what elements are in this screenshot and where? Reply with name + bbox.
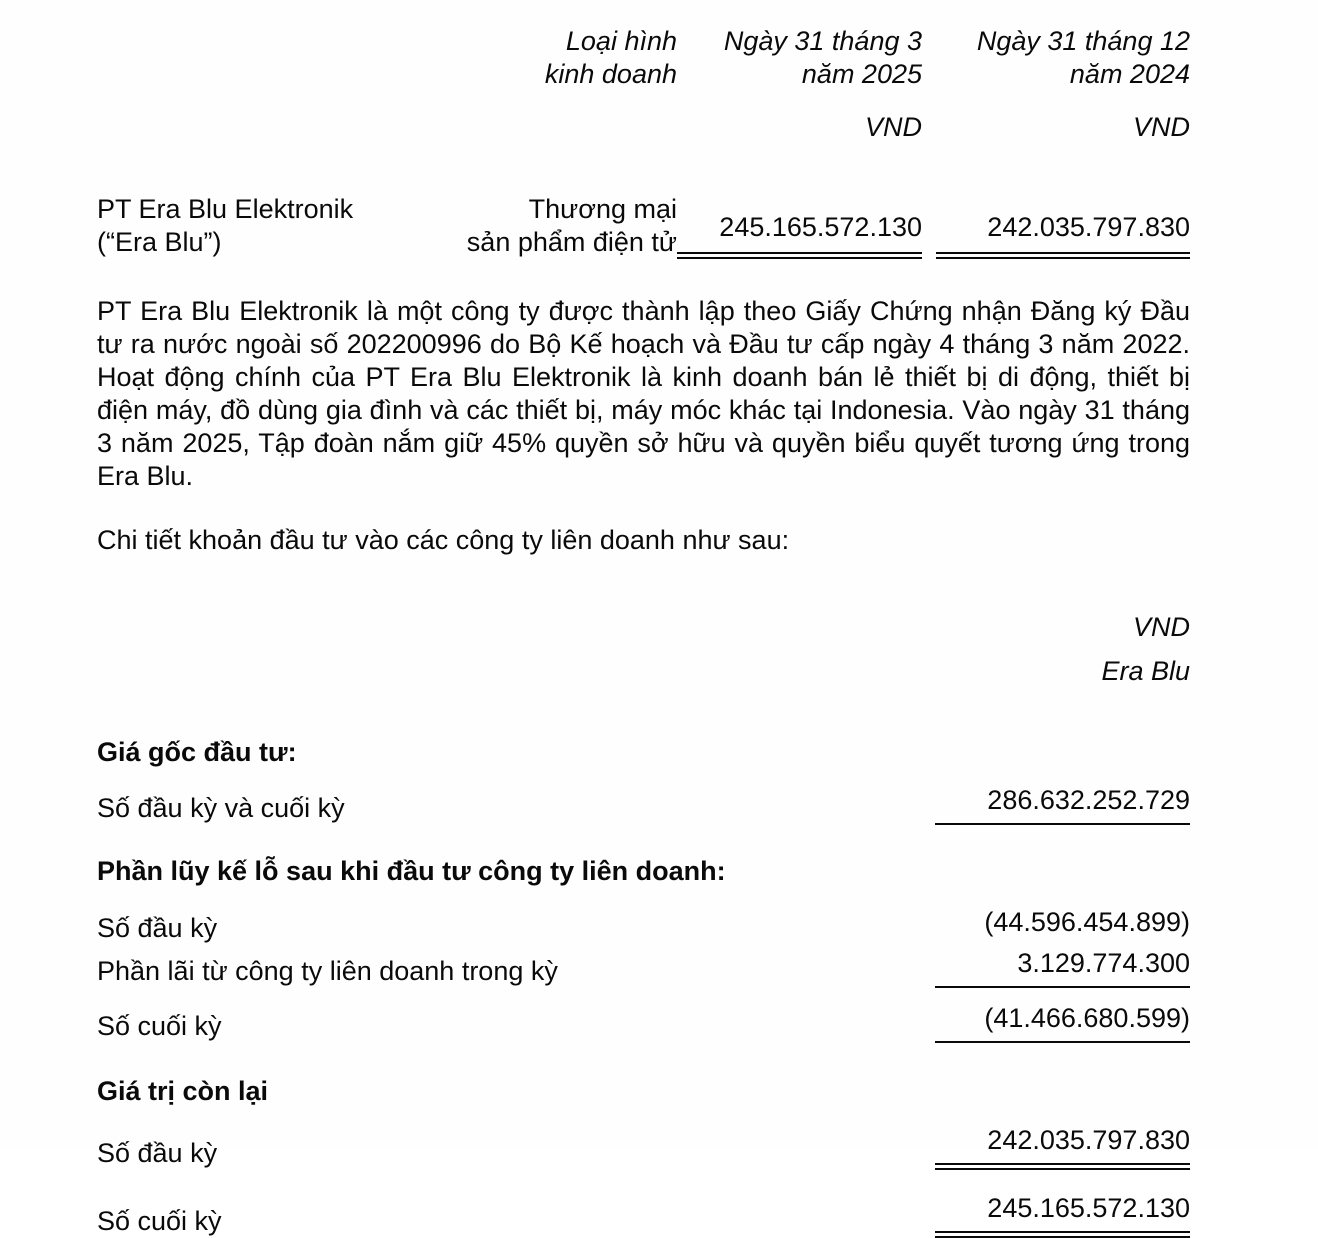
header-date-2024-line2: năm 2024 bbox=[1069, 59, 1190, 89]
table1-header-business-type bbox=[457, 25, 677, 91]
table1-header-row bbox=[97, 25, 1190, 91]
entity-type-line2: sản phẩm điện tử bbox=[466, 227, 677, 257]
section-title-carrying-value: Giá trị còn lại bbox=[97, 1076, 269, 1106]
row-value: 242.035.797.830 bbox=[935, 1124, 1190, 1170]
row-label: Số đầu kỳ và cuối kỳ bbox=[97, 793, 345, 823]
row-value: (41.466.680.599) bbox=[935, 1002, 1190, 1043]
row-label: Số cuối kỳ bbox=[97, 1206, 222, 1236]
table-row bbox=[97, 1124, 1190, 1170]
section-title-cost-of-investment: Giá gốc đầu tư: bbox=[97, 737, 297, 767]
entity-type-line1: Thương mại bbox=[528, 194, 677, 224]
table-row bbox=[97, 784, 1190, 825]
header-date-2024-line1: Ngày 31 tháng 12 bbox=[976, 26, 1190, 56]
entity-description-paragraph: PT Era Blu Elektronik là một công ty được thành lập theo Giấy Chứng nhận Đăng ký Đầu tư ra nước ngoài số 202200996 do Bộ Kế hoạch và Đầu tư cấp ngày 4 tháng 3 năm 2022. Hoạt động chính của PT Era Blu Elektronik là kinh doanh bán lẻ thiết bị di động, thiết bị điện máy, đồ dùng gia đình và các thiết bị, máy móc khác tại Indonesia. Vào ngày 31 tháng 3 năm 2025, Tập đoàn nắm giữ 45% quyền sở hữu và quyền biểu quyết tương ứng trong Era Blu. bbox=[97, 296, 1190, 491]
currency-label-2025: VND bbox=[864, 112, 922, 142]
entity-amount-2025: 245.165.572.130 bbox=[677, 193, 922, 259]
detail-intro-line: Chi tiết khoản đầu tư vào các công ty liên doanh như sau: bbox=[97, 525, 790, 555]
currency-label-2024: VND bbox=[1132, 112, 1190, 142]
row-value: 286.632.252.729 bbox=[935, 784, 1190, 825]
table1-currency-row bbox=[97, 111, 1190, 144]
table-row bbox=[97, 906, 1190, 945]
table-row bbox=[97, 1002, 1190, 1043]
row-label: Số đầu kỳ bbox=[97, 1138, 218, 1168]
entity-business-type-cell bbox=[457, 193, 677, 259]
entity-name-cell bbox=[97, 193, 457, 259]
table1-header-date-2024 bbox=[936, 25, 1190, 91]
table-row bbox=[97, 193, 1190, 259]
header-business-type-line1: Loại hình bbox=[565, 26, 677, 56]
section-title-accumulated-loss: Phần lũy kế lỗ sau khi đầu tư công ty liên doanh: bbox=[97, 856, 726, 886]
table-row bbox=[97, 947, 1190, 988]
table1-header-spacer bbox=[97, 25, 457, 91]
header-date-2025-line2: năm 2025 bbox=[801, 59, 922, 89]
row-label: Số cuối kỳ bbox=[97, 1011, 222, 1041]
entity-name-line2: (“Era Blu”) bbox=[97, 227, 222, 257]
header-business-type-line2: kinh doanh bbox=[544, 59, 677, 89]
entity-name-line1: PT Era Blu Elektronik bbox=[97, 194, 354, 224]
row-value: (44.596.454.899) bbox=[984, 907, 1190, 937]
table2-column-header bbox=[97, 611, 1190, 688]
row-value: 245.165.572.130 bbox=[935, 1192, 1190, 1238]
table1-header-date-2025 bbox=[677, 25, 922, 91]
table2-currency-label: VND bbox=[1132, 612, 1190, 642]
header-date-2025-line1: Ngày 31 tháng 3 bbox=[723, 26, 922, 56]
table2-entity-column-label: Era Blu bbox=[1101, 656, 1190, 686]
row-value: 3.129.774.300 bbox=[935, 947, 1190, 988]
row-label: Phần lãi từ công ty liên doanh trong kỳ bbox=[97, 956, 558, 986]
entity-amount-2024: 242.035.797.830 bbox=[936, 193, 1190, 259]
row-label: Số đầu kỳ bbox=[97, 913, 218, 943]
table-row bbox=[97, 1192, 1190, 1238]
